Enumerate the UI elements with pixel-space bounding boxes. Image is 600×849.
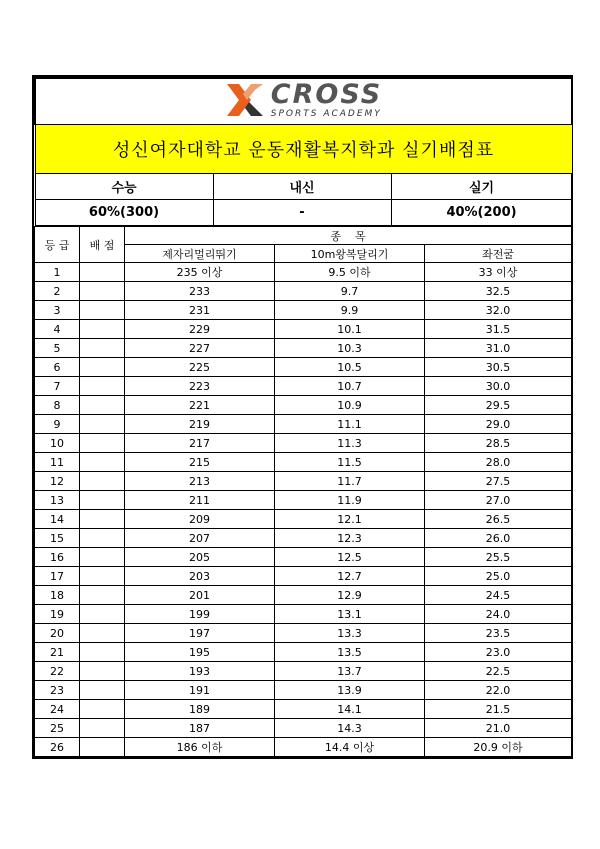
table-row (35, 662, 572, 681)
grade-cell: 2 (35, 282, 80, 301)
long-jump-cell: 209 (125, 510, 275, 529)
table-row (35, 453, 572, 472)
shuttle-run-cell: 14.4 이상 (275, 738, 425, 757)
table-row (35, 339, 572, 358)
logo-brand: CROSS (270, 79, 383, 110)
sit-reach-cell: 21.0 (425, 719, 572, 738)
shuttle-run-cell: 10.9 (275, 396, 425, 415)
summary-header-silgi: 실기 (391, 174, 572, 200)
grade-cell: 6 (35, 358, 80, 377)
score-cell (80, 681, 125, 700)
table-row (35, 320, 572, 339)
score-cell (80, 529, 125, 548)
shuttle-run-cell: 9.5 이하 (275, 263, 425, 282)
score-cell (80, 700, 125, 719)
summary-header-naesin: 내신 (213, 174, 391, 200)
table-row (35, 681, 572, 700)
long-jump-cell: 221 (125, 396, 275, 415)
grade-cell: 13 (35, 491, 80, 510)
shuttle-run-cell: 11.3 (275, 434, 425, 453)
summary-value-naesin: - (213, 200, 391, 226)
sit-reach-cell: 23.5 (425, 624, 572, 643)
score-table (34, 226, 572, 757)
shuttle-run-cell: 12.9 (275, 586, 425, 605)
sit-reach-cell: 28.5 (425, 434, 572, 453)
shuttle-run-cell: 9.7 (275, 282, 425, 301)
score-cell (80, 377, 125, 396)
shuttle-run-cell: 13.5 (275, 643, 425, 662)
long-jump-cell: 231 (125, 301, 275, 320)
score-cell (80, 320, 125, 339)
long-jump-cell: 211 (125, 491, 275, 510)
long-jump-cell: 219 (125, 415, 275, 434)
shuttle-run-cell: 11.9 (275, 491, 425, 510)
grade-cell: 25 (35, 719, 80, 738)
sit-reach-cell: 26.5 (425, 510, 572, 529)
shuttle-run-cell: 14.3 (275, 719, 425, 738)
long-jump-cell: 186 이하 (125, 738, 275, 757)
grade-cell: 26 (35, 738, 80, 757)
table-row (35, 472, 572, 491)
table-row (35, 510, 572, 529)
sit-reach-cell: 27.5 (425, 472, 572, 491)
grade-cell: 3 (35, 301, 80, 320)
sit-reach-cell: 26.0 (425, 529, 572, 548)
table-row (35, 396, 572, 415)
long-jump-cell: 233 (125, 282, 275, 301)
summary-value-suneung: 60%(300) (35, 200, 213, 226)
grade-cell: 21 (35, 643, 80, 662)
long-jump-cell: 207 (125, 529, 275, 548)
logo-subtitle: SPORTS ACADEMY (270, 109, 382, 119)
sit-reach-cell: 24.0 (425, 605, 572, 624)
grade-cell: 9 (35, 415, 80, 434)
sit-reach-cell: 24.5 (425, 586, 572, 605)
score-cell (80, 567, 125, 586)
sit-reach-cell: 27.0 (425, 491, 572, 510)
shuttle-run-cell: 12.1 (275, 510, 425, 529)
score-cell (80, 548, 125, 567)
grade-cell: 12 (35, 472, 80, 491)
score-cell (80, 510, 125, 529)
grade-header: 등 급 (35, 227, 80, 263)
grade-cell: 15 (35, 529, 80, 548)
score-cell (80, 586, 125, 605)
score-cell (80, 434, 125, 453)
sit-reach-cell: 32.5 (425, 282, 572, 301)
grade-cell: 24 (35, 700, 80, 719)
long-jump-cell: 227 (125, 339, 275, 358)
shuttle-run-cell: 13.3 (275, 624, 425, 643)
long-jump-cell: 201 (125, 586, 275, 605)
table-row (35, 263, 572, 282)
grade-cell: 14 (35, 510, 80, 529)
long-jump-cell: 191 (125, 681, 275, 700)
events-group-header: 종 목 (125, 227, 572, 245)
sit-reach-cell: 22.5 (425, 662, 572, 681)
table-row (35, 529, 572, 548)
table-row (35, 377, 572, 396)
shuttle-run-cell: 10.5 (275, 358, 425, 377)
grade-cell: 18 (35, 586, 80, 605)
score-sheet (32, 75, 573, 759)
table-row (35, 282, 572, 301)
long-jump-cell: 187 (125, 719, 275, 738)
sit-reach-cell: 20.9 이하 (425, 738, 572, 757)
long-jump-cell: 205 (125, 548, 275, 567)
sit-reach-cell: 25.0 (425, 567, 572, 586)
long-jump-cell: 235 이상 (125, 263, 275, 282)
sit-reach-cell: 30.5 (425, 358, 572, 377)
summary-header-suneung: 수능 (35, 174, 213, 200)
shuttle-run-cell: 12.7 (275, 567, 425, 586)
header-table (34, 77, 573, 226)
long-jump-cell: 215 (125, 453, 275, 472)
table-row (35, 301, 572, 320)
shuttle-run-cell: 11.5 (275, 453, 425, 472)
long-jump-cell: 229 (125, 320, 275, 339)
table-row (35, 643, 572, 662)
shuttle-run-cell: 12.5 (275, 548, 425, 567)
sit-reach-cell: 28.0 (425, 453, 572, 472)
sit-reach-cell: 31.5 (425, 320, 572, 339)
shuttle-run-cell: 10.3 (275, 339, 425, 358)
sit-reach-cell: 29.0 (425, 415, 572, 434)
page-title: 성신여자대학교 운동재활복지학과 실기배점표 (35, 125, 572, 174)
grade-cell: 23 (35, 681, 80, 700)
shuttle-run-cell: 12.3 (275, 529, 425, 548)
sit-reach-cell: 21.5 (425, 700, 572, 719)
event-header-sit-reach: 좌전굴 (425, 245, 572, 263)
table-row (35, 548, 572, 567)
shuttle-run-cell: 13.7 (275, 662, 425, 681)
long-jump-cell: 203 (125, 567, 275, 586)
grade-cell: 4 (35, 320, 80, 339)
grade-cell: 1 (35, 263, 80, 282)
table-row (35, 719, 572, 738)
grade-cell: 19 (35, 605, 80, 624)
score-cell (80, 491, 125, 510)
table-row (35, 700, 572, 719)
sit-reach-cell: 32.0 (425, 301, 572, 320)
academy-logo (225, 81, 383, 119)
score-cell (80, 605, 125, 624)
shuttle-run-cell: 13.1 (275, 605, 425, 624)
grade-cell: 16 (35, 548, 80, 567)
logo-cell (35, 78, 572, 125)
sit-reach-cell: 31.0 (425, 339, 572, 358)
grade-cell: 20 (35, 624, 80, 643)
table-row (35, 434, 572, 453)
score-cell (80, 662, 125, 681)
grade-cell: 22 (35, 662, 80, 681)
table-row (35, 358, 572, 377)
sit-reach-cell: 22.0 (425, 681, 572, 700)
score-cell (80, 396, 125, 415)
long-jump-cell: 193 (125, 662, 275, 681)
event-header-shuttle-run: 10m왕복달리기 (275, 245, 425, 263)
shuttle-run-cell: 9.9 (275, 301, 425, 320)
score-cell (80, 358, 125, 377)
shuttle-run-cell: 11.7 (275, 472, 425, 491)
grade-cell: 17 (35, 567, 80, 586)
table-row (35, 567, 572, 586)
shuttle-run-cell: 11.1 (275, 415, 425, 434)
sit-reach-cell: 25.5 (425, 548, 572, 567)
score-cell (80, 472, 125, 491)
score-cell (80, 719, 125, 738)
sit-reach-cell: 30.0 (425, 377, 572, 396)
grade-cell: 5 (35, 339, 80, 358)
long-jump-cell: 225 (125, 358, 275, 377)
score-cell (80, 643, 125, 662)
table-row (35, 491, 572, 510)
long-jump-cell: 213 (125, 472, 275, 491)
long-jump-cell: 189 (125, 700, 275, 719)
summary-value-silgi: 40%(200) (391, 200, 572, 226)
cross-logo-icon (225, 82, 265, 118)
grade-cell: 10 (35, 434, 80, 453)
score-cell (80, 738, 125, 757)
long-jump-cell: 197 (125, 624, 275, 643)
score-cell (80, 453, 125, 472)
grade-cell: 7 (35, 377, 80, 396)
sit-reach-cell: 33 이상 (425, 263, 572, 282)
shuttle-run-cell: 13.9 (275, 681, 425, 700)
shuttle-run-cell: 14.1 (275, 700, 425, 719)
shuttle-run-cell: 10.1 (275, 320, 425, 339)
sit-reach-cell: 23.0 (425, 643, 572, 662)
score-cell (80, 339, 125, 358)
long-jump-cell: 217 (125, 434, 275, 453)
table-row (35, 586, 572, 605)
long-jump-cell: 199 (125, 605, 275, 624)
score-header: 배 점 (80, 227, 125, 263)
score-cell (80, 415, 125, 434)
grade-cell: 11 (35, 453, 80, 472)
table-row (35, 624, 572, 643)
table-row (35, 415, 572, 434)
table-row (35, 605, 572, 624)
score-cell (80, 263, 125, 282)
long-jump-cell: 195 (125, 643, 275, 662)
shuttle-run-cell: 10.7 (275, 377, 425, 396)
grade-cell: 8 (35, 396, 80, 415)
score-cell (80, 301, 125, 320)
long-jump-cell: 223 (125, 377, 275, 396)
event-header-long-jump: 제자리멀리뛰기 (125, 245, 275, 263)
score-cell (80, 282, 125, 301)
table-row (35, 738, 572, 757)
sit-reach-cell: 29.5 (425, 396, 572, 415)
score-cell (80, 624, 125, 643)
